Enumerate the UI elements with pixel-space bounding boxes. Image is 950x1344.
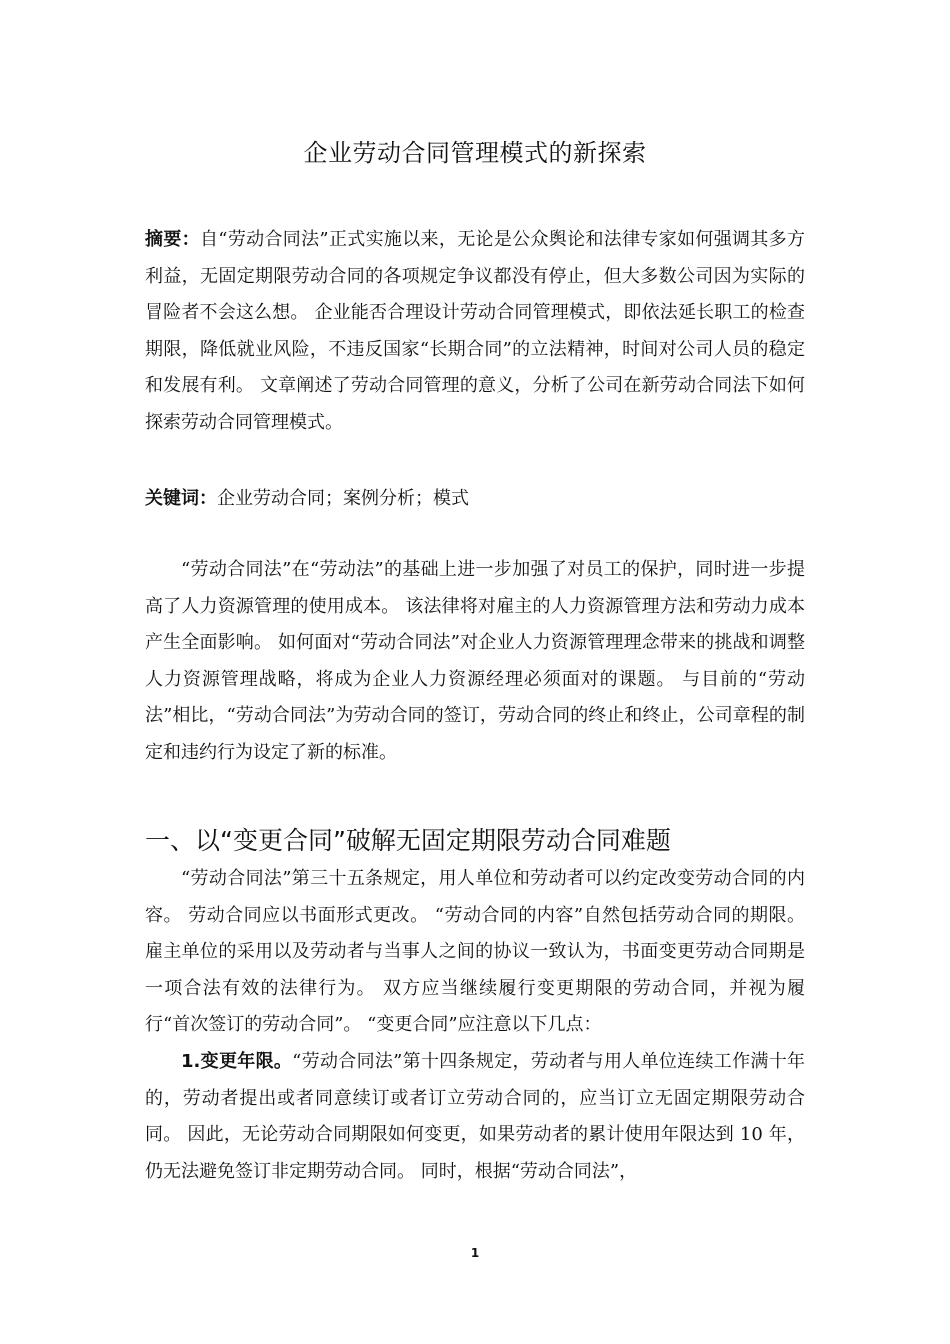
item-label: 1.变更年限。 [181,1051,293,1072]
section-heading: 一、以“变更合同”破解无固定期限劳动合同难题 [145,826,671,855]
abstract-label: 摘要： [145,229,200,250]
page-number: 1 [470,1246,480,1260]
section-paragraph: “劳动合同法”第三十五条规定，用人单位和劳动者可以约定改变劳动合同的内容。 劳动合同应以书面形式更改。 “劳动合同的内容”自然包括劳动合同的期限。 雇主单位的采用以及劳动者与当事人之间的协议一致认为，书面变更劳动合同期是一项合法有效的法律行为。 双方应当继续履行变更期限的劳动合同，并视为履行“首次签订的劳动合同”。 “变更合同”应注意以下几点： [145,868,805,1036]
abstract-paragraph [145,222,805,442]
keywords-label: 关键词： [145,488,217,509]
abstract-text: 自“劳动合同法”正式实施以来，无论是公众舆论和法律专家如何强调其多方利益，无固定期限劳动合同的各项规定争议都没有停止，但大多数公司因为实际的冒险者不会这么想。 企业能否合理设计劳动合同管理模式，即依法延长职工的检查期限，降低就业风险，不违反国家“长期合同”的立法精神，时间对公司人员的稳定和发展有利。 文章阐述了劳动合同管理的意义，分析了公司在新劳动合同法下如何探索劳动合同管理模式。 [145,229,805,433]
keywords-text: 企业劳动合同；案例分析；模式 [217,488,469,509]
item-text: “劳动合同法”第十四条规定，劳动者与用人单位连续工作满十年的，劳动者提出或者同意续订或者订立劳动合同的，应当订立无固定期限劳动合同。 因此，无论劳动合同期限如何变更，如果劳动者的累计使用年限达到 10 年，仍无法避免签订非定期劳动合同。 同时，根据“劳动合同法”， [145,1051,805,1182]
intro-paragraph: “劳动合同法”在“劳动法”的基础上进一步加强了对员工的保护，同时进一步提高了人力资源管理的使用成本。 该法律将对雇主的人力资源管理方法和劳动力成本产生全面影响。 如何面对“劳动合同法”对企业人力资源管理理念带来的挑战和调整人力资源管理战略，将成为企业人力资源经理必须面对的课题。 与目前的“劳动法”相比，“劳动合同法”为劳动合同的签订，劳动合同的终止和终止，公司章程的制定和违约行为设定了新的标准。 [145,559,805,763]
section-item-paragraph [145,1044,805,1190]
keywords-paragraph [145,481,805,518]
document-title: 企业劳动合同管理模式的新探索 [303,139,647,167]
